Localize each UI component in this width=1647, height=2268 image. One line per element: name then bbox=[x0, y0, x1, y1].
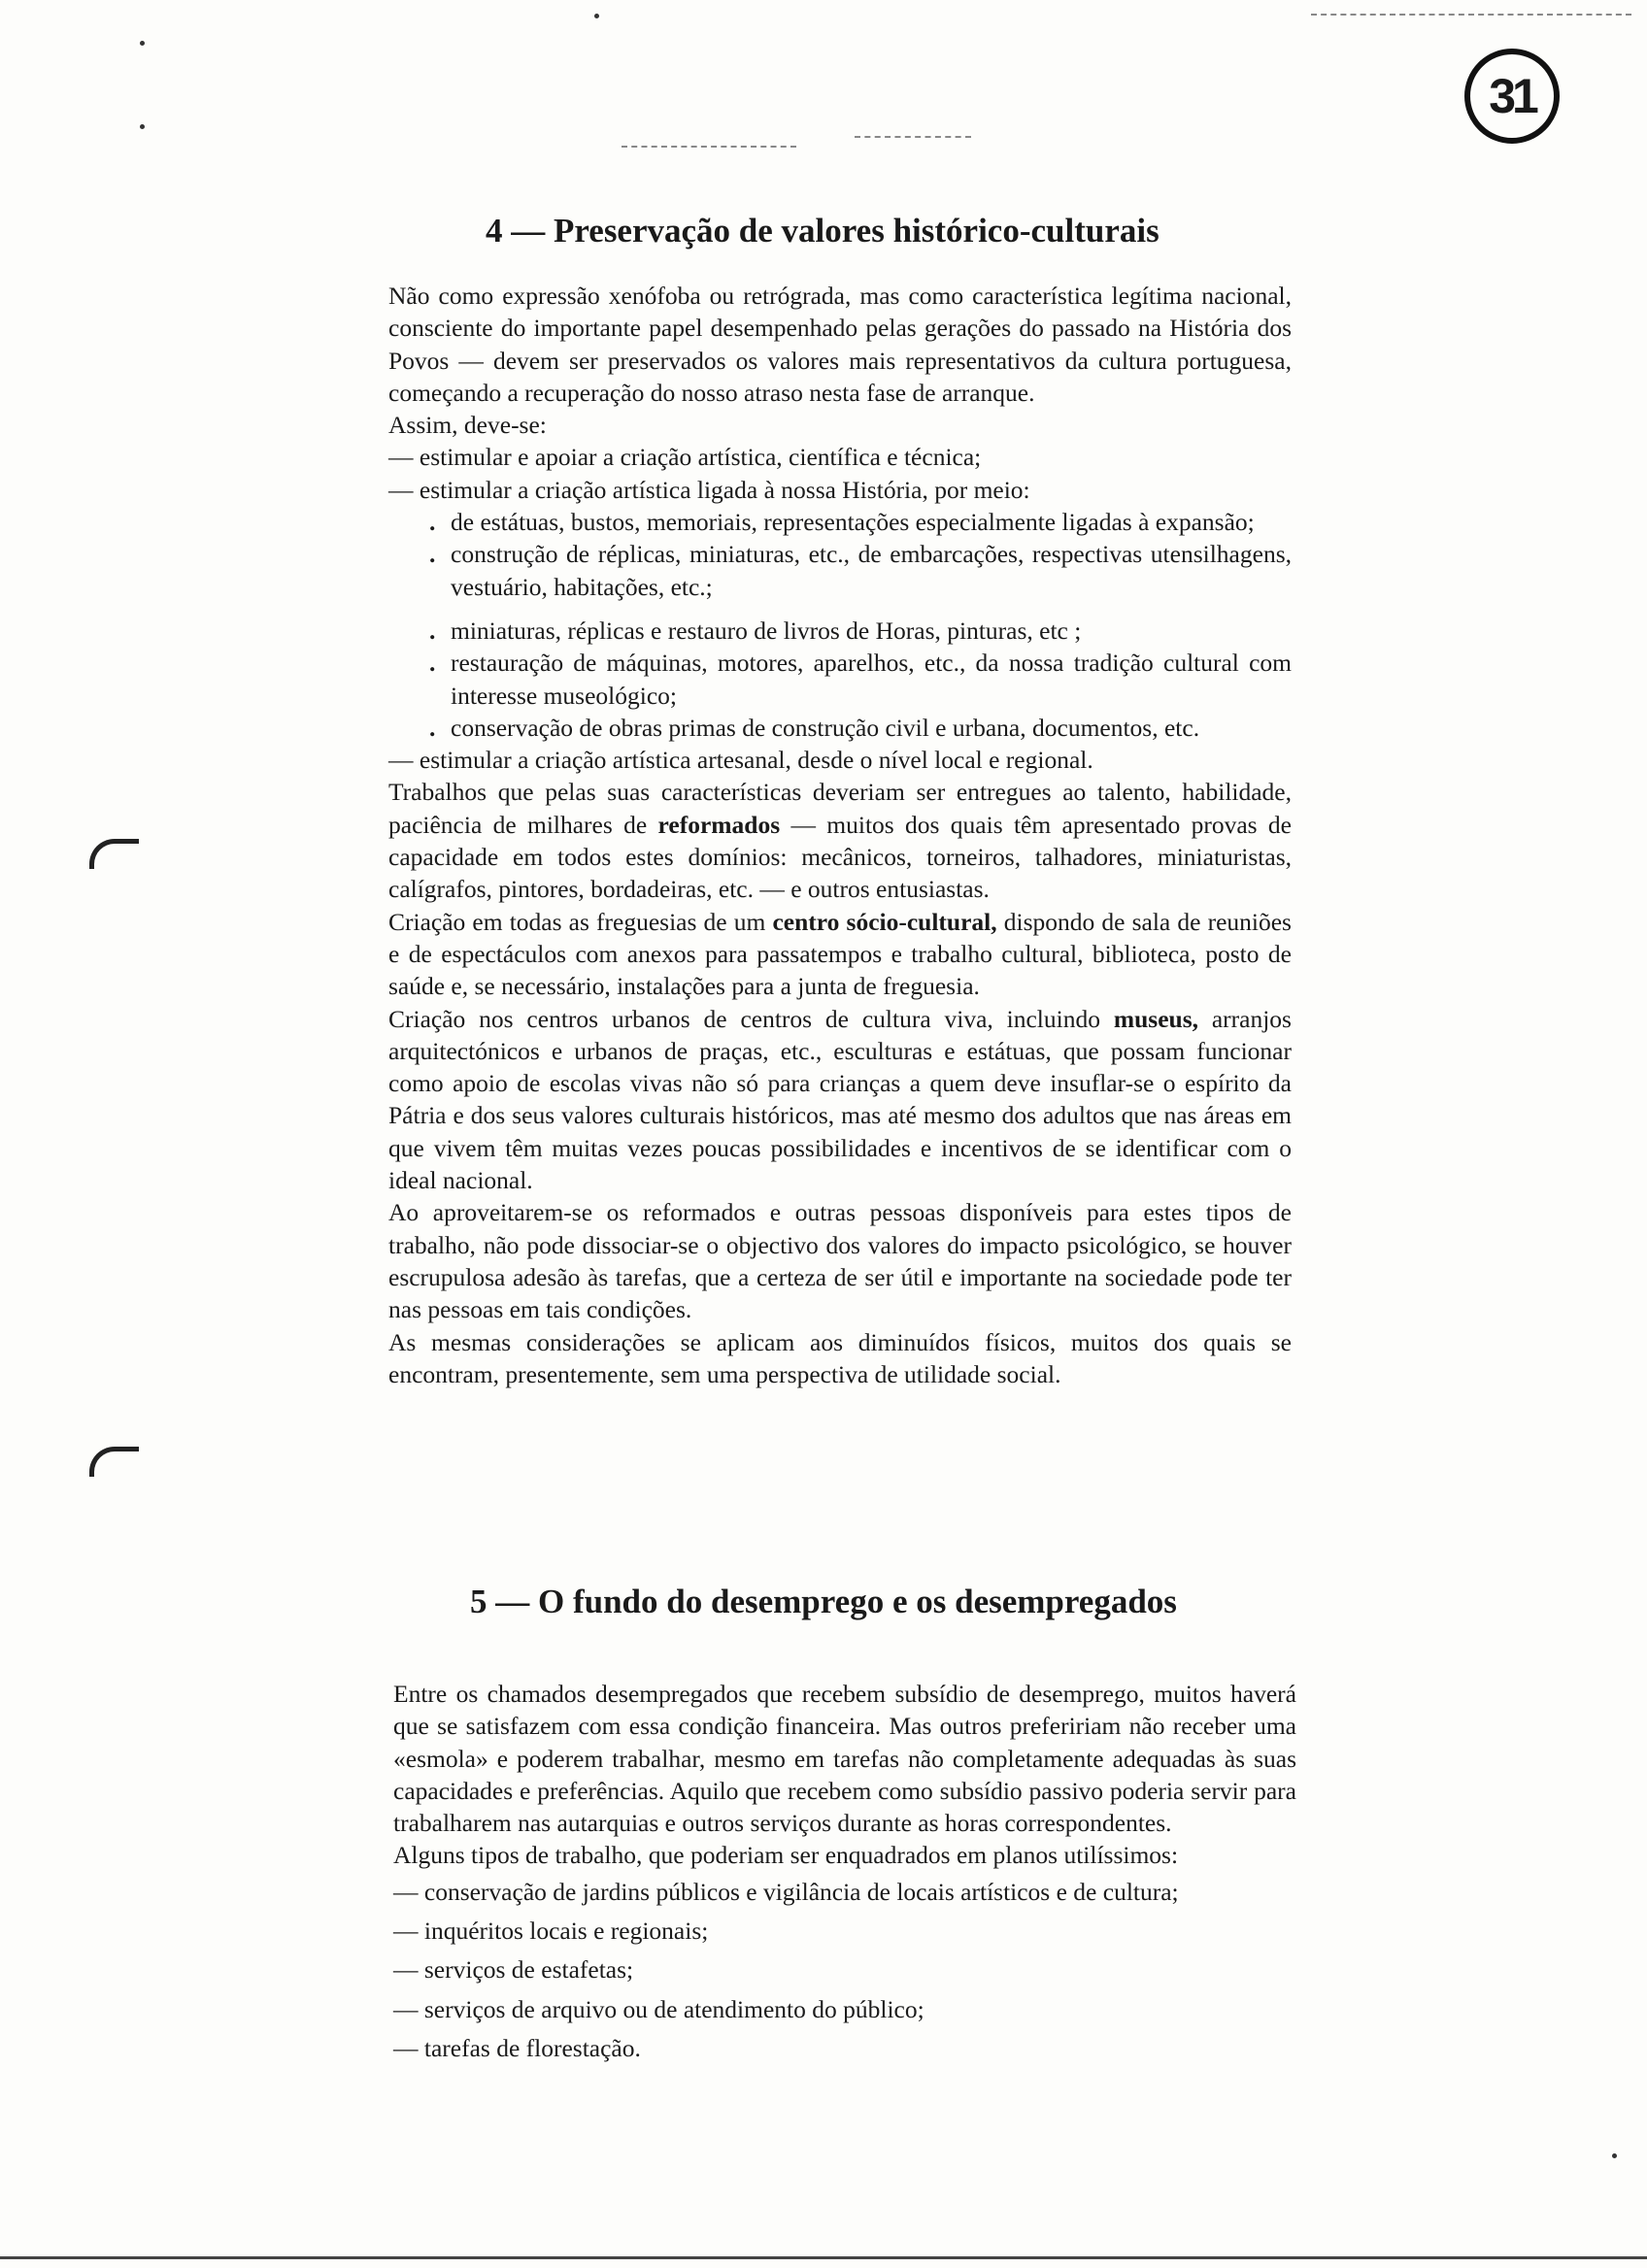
paragraph-alguns: Alguns tipos de trabalho, que poderiam ser enquadrados em planos utilíssimos: bbox=[393, 1841, 1179, 1870]
list-item-text: estimular a criação artística artesanal, desde o nível local e regional. bbox=[419, 746, 1093, 775]
paragraph-mesmas-consideracoes: As mesmas considerações se aplicam aos diminuídos físicos, muitos dos quais se encontram, presentemente, sem uma perspectiva de utilidade social. bbox=[388, 1327, 1292, 1388]
scan-artifact-dot bbox=[1612, 2153, 1617, 2158]
list-item bbox=[388, 441, 1292, 473]
list-item-text: tarefas de florestação. bbox=[423, 2033, 641, 2062]
sub-list-item: . restauração de máquinas, motores, aparelhos, etc., da nossa tradição cultural com interesse museológico; bbox=[451, 647, 1292, 712]
paragraph-entre: Entre os chamados desempregados que recebem subsídio de desemprego, muitos haverá que se satisfazem com essa condição financeira. Mas outros prefeririam não receber uma «esmola» e poderem trabalhar, mesmo em tarefas não completamente adequadas às suas capacidades e preferências. Aquilo que recebem como subsídio passivo poderia servir para trabalharem nas autarquias e outros serviços durante as horas correspondentes. bbox=[393, 1680, 1296, 1838]
work-types-list bbox=[393, 1876, 1296, 2064]
sub-item-list bbox=[388, 506, 1292, 744]
list-item-text: conservação de jardins públicos e vigilância de locais artísticos e de cultura; bbox=[423, 1877, 1179, 1906]
page-number-circle: 31 bbox=[1464, 49, 1560, 144]
action-list bbox=[388, 744, 1292, 776]
sub-list-item: . miniaturas, réplicas e restauro de livros de Horas, pinturas, etc ; bbox=[451, 615, 1292, 647]
sub-list-item: . construção de réplicas, miniaturas, etc., de embarcações, respectivas utensilhagens, vestuário, habitações, etc.; bbox=[451, 538, 1292, 603]
scan-artifact-dot bbox=[594, 14, 599, 18]
list-item bbox=[388, 474, 1292, 506]
scan-artifact-line bbox=[622, 146, 796, 148]
page-bottom-edge bbox=[0, 2256, 1647, 2259]
assim-line: Assim, deve-se: bbox=[388, 411, 547, 440]
section-5-body bbox=[393, 1678, 1296, 2071]
text: arranjos arquitectónicos e urbanos de praças, etc., esculturas e estátuas, que possam funcionar como apoio de escolas vivas não só para crianças a quem deve insuflar-se o espírito da Pátria e dos seus valores culturais históricos, mas até mesmo dos adultos que nas áreas em que vivem têm muitas vezes poucas possibilidades e incentivos de se identificar com o ideal nacional. bbox=[388, 1004, 1292, 1195]
list-item bbox=[393, 1915, 1296, 1947]
text: Criação nos centros urbanos de centros de cultura viva, incluindo bbox=[388, 1004, 1114, 1033]
text: — muitos dos quais têm apresentado provas de capacidade em todos estes domínios: mecânicos, torneiros, talhadores, miniaturistas, calígrafos, pintores, bordadeiras, etc. — e outros entusiastas. bbox=[388, 810, 1292, 904]
emphasis: museus, bbox=[1113, 1004, 1198, 1033]
emphasis: centro sócio-cultural, bbox=[772, 907, 997, 936]
scan-artifact-dot bbox=[140, 41, 145, 46]
list-item-text: serviços de arquivo ou de atendimento do público; bbox=[423, 1994, 924, 2023]
list-item bbox=[388, 744, 1292, 776]
paragraph-centros-urbanos bbox=[388, 1003, 1292, 1197]
list-item bbox=[393, 1953, 1296, 1985]
list-item bbox=[393, 1876, 1296, 1908]
paragraph-trabalhos bbox=[388, 776, 1292, 905]
list-item bbox=[393, 1993, 1296, 2025]
action-list bbox=[388, 441, 1292, 506]
scan-artifact-dot bbox=[140, 124, 145, 129]
margin-mark bbox=[89, 1447, 139, 1477]
section-4-intro: Não como expressão xenófoba ou retrógrada, mas como característica legítima nacional, consciente do importante papel desempenhado pelas gerações do passado na História dos Povos — devem ser preservados os valores mais representativos da cultura portuguesa, começando a recuperação do nosso atraso nesta fase de arranque. bbox=[388, 282, 1292, 407]
list-item-text: inquéritos locais e regionais; bbox=[423, 1917, 709, 1946]
emphasis: reformados bbox=[657, 810, 781, 839]
section-4-body bbox=[388, 280, 1292, 1390]
section-5-title: 5 — O fundo do desemprego e os desempregados bbox=[470, 1583, 1177, 1620]
section-4-title: 4 — Preservação de valores histórico-culturais bbox=[486, 212, 1160, 250]
list-item-text: estimular e apoiar a criação artística, científica e técnica; bbox=[419, 443, 982, 472]
text: dispondo de sala de reuniões e de espectáculos com anexos para passatempos e trabalho cultural, biblioteca, posto de saúde e, se necessário, instalações para a junta de freguesia. bbox=[388, 907, 1292, 1001]
scan-artifact-line bbox=[855, 136, 971, 138]
sub-list-item: . de estátuas, bustos, memoriais, representações especialmente ligadas à expansão; bbox=[451, 506, 1292, 538]
list-item bbox=[393, 2032, 1296, 2064]
text: Trabalhos que pelas suas características deveriam ser entregues ao talento, habilidade, paciência de milhares de bbox=[388, 778, 1292, 839]
margin-mark bbox=[89, 839, 139, 869]
paragraph-centro-socio-cultural bbox=[388, 906, 1292, 1003]
paragraph-aproveitarem: Ao aproveitarem-se os reformados e outras pessoas disponíveis para estes tipos de trabalho, não pode dissociar-se o objectivo dos valores do impacto psicológico, se houver escrupulosa adesão às tarefas, que a certeza de ser útil e importante na sociedade pode ter nas pessoas em tais condições. bbox=[388, 1198, 1292, 1324]
list-item-text: estimular a criação artística ligada à nossa História, por meio: bbox=[419, 475, 1030, 504]
list-item-text: serviços de estafetas; bbox=[423, 1955, 634, 1984]
sub-list-item: . conservação de obras primas de construção civil e urbana, documentos, etc. bbox=[451, 712, 1292, 744]
text: Criação em todas as freguesias de um bbox=[388, 907, 773, 936]
scan-artifact-line bbox=[1311, 14, 1631, 16]
